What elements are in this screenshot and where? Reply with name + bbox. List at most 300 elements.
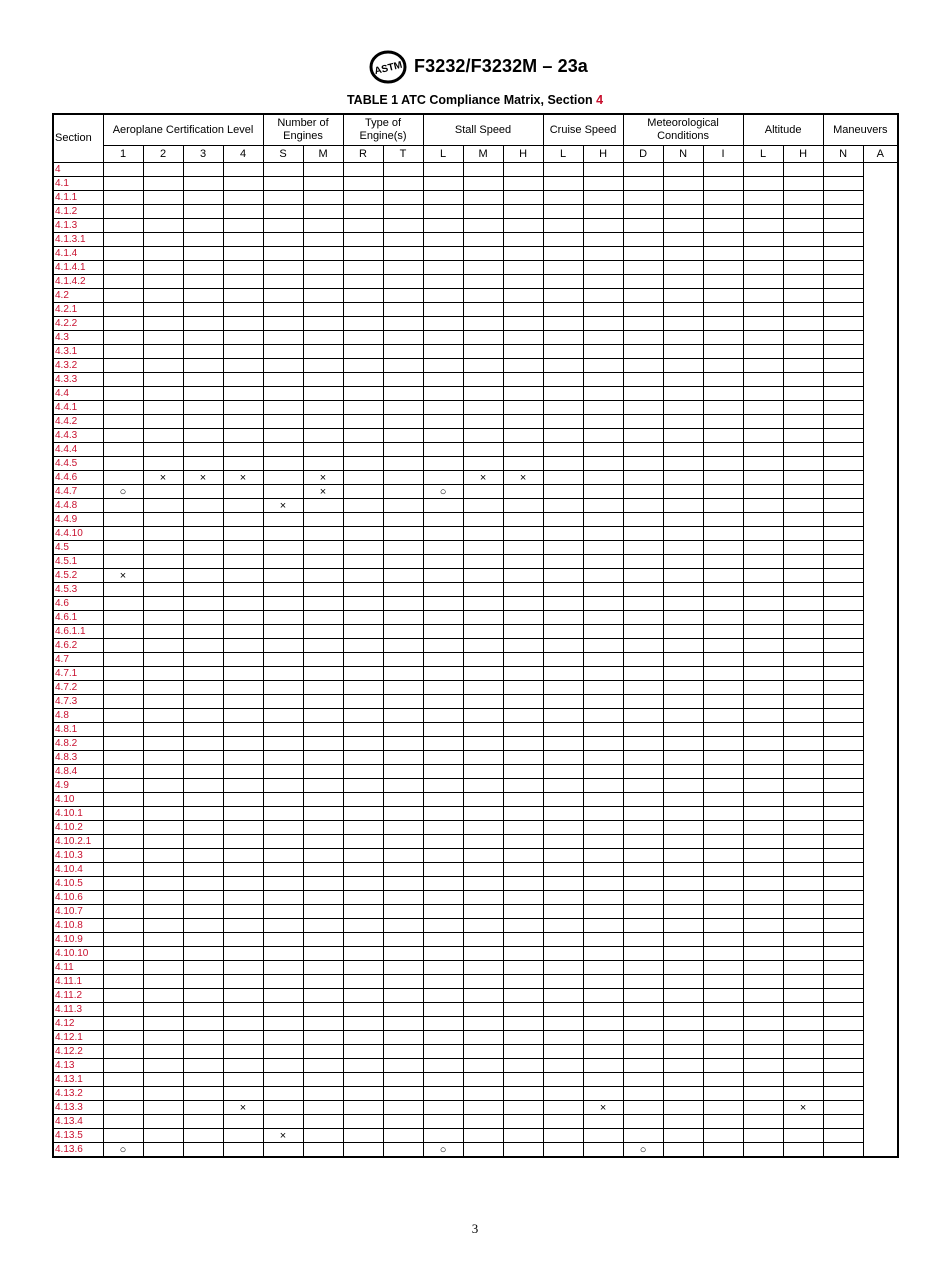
matrix-cell (663, 737, 703, 751)
section-link[interactable]: 4.8 (53, 709, 103, 723)
section-link[interactable]: 4.10.2.1 (53, 835, 103, 849)
matrix-cell (823, 975, 863, 989)
matrix-cell (343, 751, 383, 765)
matrix-cell (663, 583, 703, 597)
matrix-cell (223, 905, 263, 919)
matrix-cell (343, 681, 383, 695)
matrix-cell (383, 275, 423, 289)
matrix-cell (743, 387, 783, 401)
matrix-cell (583, 471, 623, 485)
matrix-cell (663, 905, 703, 919)
matrix-cell (143, 919, 183, 933)
matrix-cell (343, 961, 383, 975)
matrix-cell (303, 569, 343, 583)
table-row (53, 555, 898, 569)
matrix-cell (223, 639, 263, 653)
matrix-cell (143, 793, 183, 807)
section-link[interactable]: 4.12.2 (53, 1045, 103, 1059)
matrix-cell (503, 863, 543, 877)
section-link[interactable]: 4.10.7 (53, 905, 103, 919)
matrix-cell (383, 877, 423, 891)
matrix-cell (183, 709, 223, 723)
section-link[interactable]: 4.3.1 (53, 345, 103, 359)
matrix-cell (423, 597, 463, 611)
section-link[interactable]: 4.3.3 (53, 373, 103, 387)
section-link[interactable]: 4.11.1 (53, 975, 103, 989)
section-link[interactable]: 4.8.4 (53, 765, 103, 779)
matrix-cell (623, 961, 663, 975)
subcolumn-header: M (303, 146, 343, 163)
matrix-cell (143, 513, 183, 527)
matrix-cell (143, 737, 183, 751)
matrix-cell: ○ (103, 485, 143, 499)
matrix-cell (743, 723, 783, 737)
matrix-cell (783, 219, 823, 233)
matrix-cell (503, 947, 543, 961)
matrix-cell (463, 191, 503, 205)
matrix-cell (543, 793, 583, 807)
matrix-cell (183, 639, 223, 653)
matrix-cell (463, 821, 503, 835)
matrix-cell (223, 1059, 263, 1073)
section-link[interactable]: 4.4.2 (53, 415, 103, 429)
matrix-cell (103, 919, 143, 933)
matrix-cell (543, 401, 583, 415)
matrix-cell (383, 1017, 423, 1031)
matrix-cell (343, 653, 383, 667)
matrix-cell (463, 975, 503, 989)
matrix-cell (103, 975, 143, 989)
astm-logo-icon (369, 50, 407, 84)
matrix-cell (783, 471, 823, 485)
table-row (53, 583, 898, 597)
matrix-cell (303, 1031, 343, 1045)
matrix-cell (343, 331, 383, 345)
matrix-cell (743, 555, 783, 569)
matrix-cell (303, 1045, 343, 1059)
section-link[interactable]: 4.5.2 (53, 569, 103, 583)
matrix-cell (503, 653, 543, 667)
matrix-cell (543, 555, 583, 569)
matrix-cell (303, 919, 343, 933)
matrix-cell (103, 541, 143, 555)
section-link[interactable]: 4.10.6 (53, 891, 103, 905)
matrix-cell (463, 261, 503, 275)
section-link[interactable]: 4.4.10 (53, 527, 103, 541)
matrix-cell (263, 695, 303, 709)
matrix-cell (823, 1115, 863, 1129)
section-link[interactable]: 4.1.4.2 (53, 275, 103, 289)
section-link[interactable]: 4.13.1 (53, 1073, 103, 1087)
matrix-cell (623, 919, 663, 933)
matrix-cell (143, 835, 183, 849)
matrix-cell (623, 723, 663, 737)
section-link[interactable]: 4.6.1.1 (53, 625, 103, 639)
matrix-cell (583, 331, 623, 345)
matrix-cell (223, 373, 263, 387)
matrix-cell (423, 1017, 463, 1031)
section-link[interactable]: 4.10.3 (53, 849, 103, 863)
section-link[interactable]: 4.1.2 (53, 205, 103, 219)
matrix-cell (423, 401, 463, 415)
matrix-cell (103, 1115, 143, 1129)
matrix-cell (743, 219, 783, 233)
matrix-cell (423, 1115, 463, 1129)
matrix-cell (463, 891, 503, 905)
matrix-cell (503, 163, 543, 177)
matrix-cell (263, 373, 303, 387)
matrix-cell (343, 527, 383, 541)
matrix-cell (143, 765, 183, 779)
section-link[interactable]: 4.13.4 (53, 1115, 103, 1129)
section-link[interactable]: 4.6.2 (53, 639, 103, 653)
section-link[interactable]: 4.7.1 (53, 667, 103, 681)
section-link[interactable]: 4.8.2 (53, 737, 103, 751)
section-link[interactable]: 4.6.1 (53, 611, 103, 625)
matrix-cell (783, 765, 823, 779)
section-link[interactable]: 4.10.10 (53, 947, 103, 961)
group-header: Meteorological Conditions (623, 114, 743, 146)
matrix-cell (463, 1059, 503, 1073)
matrix-cell (703, 471, 743, 485)
section-link[interactable]: 4.7.2 (53, 681, 103, 695)
compliance-matrix-table (52, 113, 899, 1158)
matrix-cell (783, 443, 823, 457)
table-row (53, 527, 898, 541)
matrix-cell (703, 821, 743, 835)
matrix-cell (263, 947, 303, 961)
table-row (53, 1073, 898, 1087)
matrix-cell (783, 303, 823, 317)
matrix-cell (263, 261, 303, 275)
section-link[interactable]: 4.11 (53, 961, 103, 975)
matrix-cell (823, 807, 863, 821)
matrix-cell (263, 793, 303, 807)
table-row (53, 989, 898, 1003)
table-row (53, 1115, 898, 1129)
matrix-cell (743, 401, 783, 415)
matrix-cell (383, 821, 423, 835)
matrix-cell (383, 1003, 423, 1017)
matrix-cell (103, 177, 143, 191)
section-link[interactable]: 4.8.1 (53, 723, 103, 737)
matrix-cell (743, 961, 783, 975)
matrix-cell (343, 177, 383, 191)
matrix-cell (423, 975, 463, 989)
matrix-cell (383, 569, 423, 583)
matrix-cell (263, 639, 303, 653)
section-link[interactable]: 4.1.1 (53, 191, 103, 205)
matrix-cell (183, 1115, 223, 1129)
matrix-cell: × (463, 471, 503, 485)
matrix-cell (823, 849, 863, 863)
matrix-cell (703, 863, 743, 877)
matrix-cell (423, 191, 463, 205)
section-link[interactable]: 4.7.3 (53, 695, 103, 709)
matrix-cell (423, 639, 463, 653)
section-link[interactable]: 4.12 (53, 1017, 103, 1031)
section-link[interactable]: 4.4.4 (53, 443, 103, 457)
section-link[interactable]: 4.4.6 (53, 471, 103, 485)
matrix-cell (343, 793, 383, 807)
section-link[interactable]: 4.8.3 (53, 751, 103, 765)
matrix-cell (143, 597, 183, 611)
matrix-cell (543, 457, 583, 471)
section-link[interactable]: 4.1.4.1 (53, 261, 103, 275)
matrix-cell (463, 933, 503, 947)
matrix-cell (263, 401, 303, 415)
section-link[interactable]: 4.10.2 (53, 821, 103, 835)
matrix-cell (503, 611, 543, 625)
section-link[interactable]: 4.1.3 (53, 219, 103, 233)
matrix-cell: × (503, 471, 543, 485)
matrix-cell (183, 415, 223, 429)
matrix-cell (663, 891, 703, 905)
matrix-cell (343, 261, 383, 275)
matrix-cell (543, 961, 583, 975)
matrix-cell (103, 667, 143, 681)
matrix-cell (743, 835, 783, 849)
matrix-cell (343, 1073, 383, 1087)
matrix-cell (383, 205, 423, 219)
matrix-cell (743, 191, 783, 205)
section-link[interactable]: 4.13.3 (53, 1101, 103, 1115)
matrix-cell (383, 709, 423, 723)
matrix-cell (623, 821, 663, 835)
matrix-cell (383, 667, 423, 681)
matrix-cell (303, 709, 343, 723)
matrix-cell (823, 1143, 863, 1158)
matrix-cell (463, 709, 503, 723)
matrix-cell (543, 387, 583, 401)
matrix-cell (703, 443, 743, 457)
matrix-cell (343, 443, 383, 457)
matrix-cell (303, 177, 343, 191)
matrix-cell (303, 681, 343, 695)
table-row (53, 247, 898, 261)
matrix-cell (263, 667, 303, 681)
matrix-cell (383, 695, 423, 709)
matrix-cell (503, 289, 543, 303)
matrix-cell (423, 569, 463, 583)
matrix-cell (783, 233, 823, 247)
matrix-cell (703, 737, 743, 751)
matrix-cell (423, 1101, 463, 1115)
section-link[interactable]: 4.4.5 (53, 457, 103, 471)
section-link[interactable]: 4.1 (53, 177, 103, 191)
section-link[interactable]: 4.5.1 (53, 555, 103, 569)
matrix-cell (143, 947, 183, 961)
matrix-cell (823, 1059, 863, 1073)
section-link[interactable]: 4.7 (53, 653, 103, 667)
matrix-cell (223, 835, 263, 849)
matrix-cell (743, 471, 783, 485)
matrix-cell (703, 793, 743, 807)
matrix-cell (343, 555, 383, 569)
matrix-cell (583, 891, 623, 905)
matrix-cell (463, 597, 503, 611)
matrix-cell (783, 1129, 823, 1143)
matrix-cell (263, 1031, 303, 1045)
matrix-cell (583, 541, 623, 555)
matrix-cell (143, 1059, 183, 1073)
matrix-cell (263, 597, 303, 611)
matrix-cell (703, 947, 743, 961)
section-link[interactable]: 4.2.2 (53, 317, 103, 331)
matrix-cell (463, 863, 503, 877)
matrix-cell (303, 233, 343, 247)
matrix-cell (583, 667, 623, 681)
section-link[interactable]: 4.4.9 (53, 513, 103, 527)
matrix-cell (503, 835, 543, 849)
section-link[interactable]: 4.10.8 (53, 919, 103, 933)
section-link[interactable]: 4.3 (53, 331, 103, 345)
matrix-cell (583, 569, 623, 583)
matrix-cell (183, 695, 223, 709)
matrix-cell (583, 835, 623, 849)
matrix-cell (543, 653, 583, 667)
section-link[interactable]: 4.10.9 (53, 933, 103, 947)
section-link[interactable]: 4.6 (53, 597, 103, 611)
matrix-cell (423, 905, 463, 919)
matrix-cell (463, 653, 503, 667)
section-link[interactable]: 4.3.2 (53, 359, 103, 373)
section-link[interactable]: 4.13.6 (53, 1143, 103, 1158)
matrix-cell (583, 779, 623, 793)
matrix-cell (143, 681, 183, 695)
matrix-cell (303, 303, 343, 317)
matrix-cell (623, 639, 663, 653)
matrix-cell (663, 947, 703, 961)
section-link[interactable]: 4.2 (53, 289, 103, 303)
matrix-cell (583, 947, 623, 961)
matrix-cell (783, 359, 823, 373)
matrix-cell (543, 849, 583, 863)
matrix-cell (383, 555, 423, 569)
section-link[interactable]: 4.4 (53, 387, 103, 401)
section-link[interactable]: 4.11.3 (53, 1003, 103, 1017)
matrix-cell (543, 1129, 583, 1143)
matrix-cell (623, 541, 663, 555)
section-link[interactable]: 4.10.1 (53, 807, 103, 821)
table-row (53, 807, 898, 821)
matrix-cell (663, 1003, 703, 1017)
matrix-cell (543, 527, 583, 541)
subcolumn-header: H (783, 146, 823, 163)
section-link[interactable]: 4.10.5 (53, 877, 103, 891)
matrix-cell (223, 289, 263, 303)
section-link[interactable]: 4.2.1 (53, 303, 103, 317)
matrix-cell (743, 1045, 783, 1059)
matrix-cell (783, 1017, 823, 1031)
section-link[interactable]: 4.4.7 (53, 485, 103, 499)
section-link[interactable]: 4.9 (53, 779, 103, 793)
matrix-cell (103, 863, 143, 877)
matrix-cell (783, 541, 823, 555)
section-link[interactable]: 4 (53, 163, 103, 177)
matrix-cell (623, 709, 663, 723)
matrix-cell (823, 737, 863, 751)
section-link[interactable]: 4.13.5 (53, 1129, 103, 1143)
matrix-cell (263, 905, 303, 919)
section-link[interactable]: 4.1.3.1 (53, 233, 103, 247)
matrix-cell (343, 1003, 383, 1017)
matrix-cell (263, 933, 303, 947)
matrix-cell (423, 345, 463, 359)
matrix-cell (503, 415, 543, 429)
section-link[interactable]: 4.10.4 (53, 863, 103, 877)
matrix-cell (583, 877, 623, 891)
matrix-cell: ○ (103, 1143, 143, 1158)
matrix-cell (463, 989, 503, 1003)
matrix-cell (823, 695, 863, 709)
matrix-cell (623, 933, 663, 947)
section-link[interactable]: 4.4.8 (53, 499, 103, 513)
section-link[interactable]: 4.11.2 (53, 989, 103, 1003)
table-title-section-link[interactable]: 4 (596, 93, 604, 107)
matrix-cell (663, 1045, 703, 1059)
matrix-cell (423, 163, 463, 177)
matrix-cell (783, 527, 823, 541)
matrix-cell (543, 723, 583, 737)
matrix-cell (183, 625, 223, 639)
section-link[interactable]: 4.4.1 (53, 401, 103, 415)
matrix-cell (583, 793, 623, 807)
matrix-cell (223, 947, 263, 961)
matrix-cell (783, 737, 823, 751)
table-row (53, 569, 898, 583)
document-header (0, 50, 950, 86)
section-link[interactable]: 4.13.2 (53, 1087, 103, 1101)
matrix-cell (423, 443, 463, 457)
matrix-cell (303, 807, 343, 821)
section-link[interactable]: 4.13 (53, 1059, 103, 1073)
matrix-cell (143, 191, 183, 205)
section-link[interactable]: 4.1.4 (53, 247, 103, 261)
matrix-cell (183, 443, 223, 457)
matrix-cell (103, 961, 143, 975)
section-link[interactable]: 4.10 (53, 793, 103, 807)
matrix-cell (783, 905, 823, 919)
matrix-cell (343, 541, 383, 555)
section-link[interactable]: 4.5.3 (53, 583, 103, 597)
matrix-cell (143, 331, 183, 345)
matrix-cell (703, 639, 743, 653)
matrix-cell (343, 849, 383, 863)
matrix-cell (623, 877, 663, 891)
matrix-cell (583, 303, 623, 317)
matrix-cell (383, 975, 423, 989)
matrix-cell (623, 695, 663, 709)
matrix-cell (463, 247, 503, 261)
section-link[interactable]: 4.12.1 (53, 1031, 103, 1045)
matrix-cell (143, 695, 183, 709)
section-link[interactable]: 4.5 (53, 541, 103, 555)
section-link[interactable]: 4.4.3 (53, 429, 103, 443)
matrix-cell (263, 849, 303, 863)
matrix-cell (463, 485, 503, 499)
matrix-cell (303, 835, 343, 849)
matrix-cell (783, 555, 823, 569)
matrix-cell (463, 1087, 503, 1101)
table-row (53, 849, 898, 863)
matrix-cell (383, 905, 423, 919)
matrix-cell (823, 653, 863, 667)
matrix-cell (423, 471, 463, 485)
matrix-cell (743, 485, 783, 499)
matrix-cell (783, 317, 823, 331)
matrix-cell (143, 821, 183, 835)
